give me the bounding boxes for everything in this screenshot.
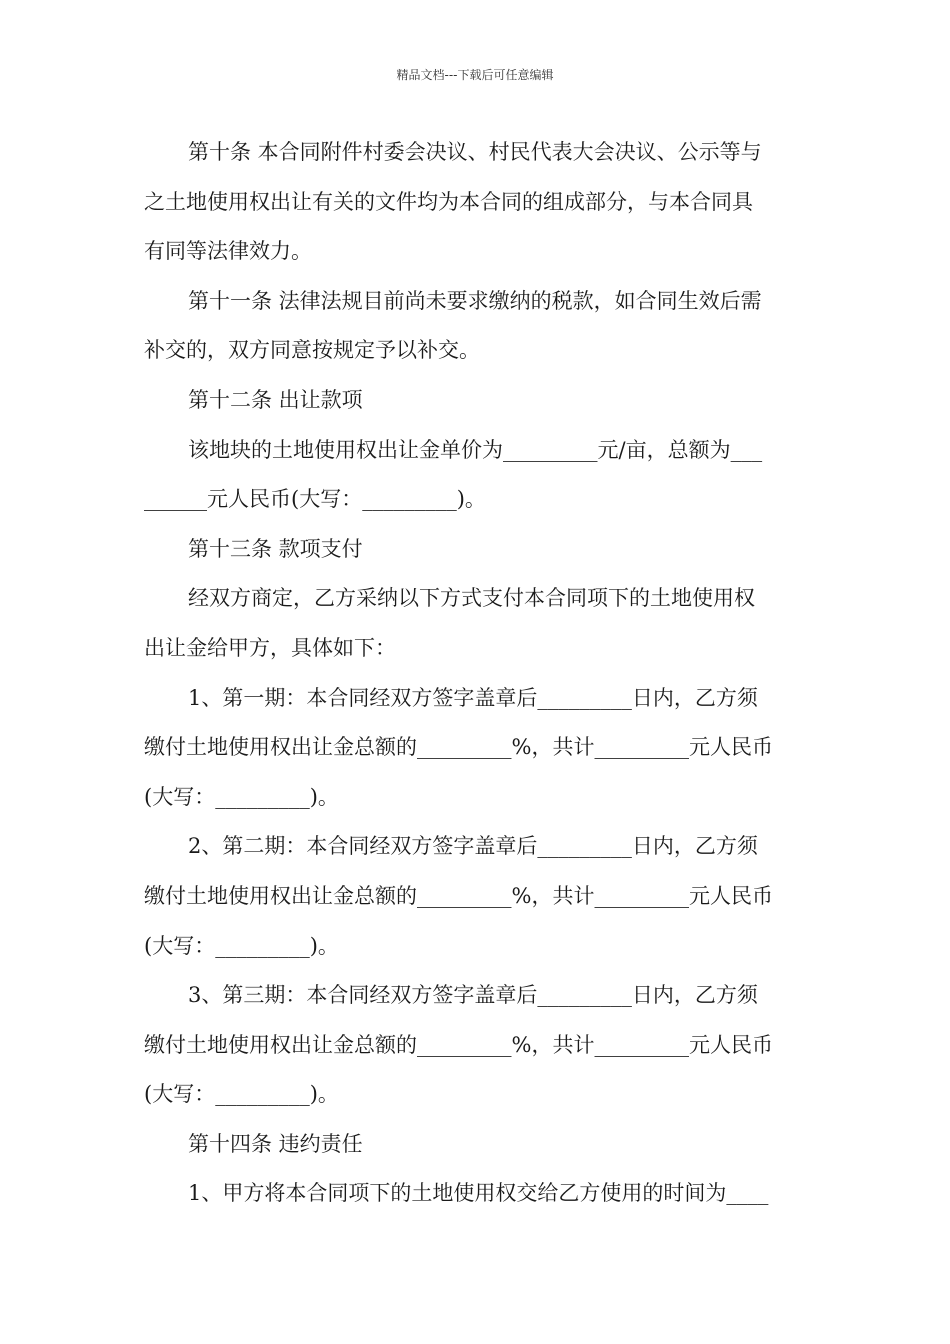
text-line: 出让金给甲方，具体如下：: [144, 635, 396, 660]
text-line: 缴付土地使用权出让金总额的_________%，共计_________元人民币: [144, 735, 773, 760]
text-line: ______元人民币(大写：_________)。: [144, 487, 486, 512]
section-heading: 第十二条 出让款项: [188, 387, 363, 412]
document-body: [144, 128, 808, 1219]
text-line: 经双方商定，乙方采纳以下方式支付本合同项下的土地使用权: [188, 586, 755, 611]
text-line: (大写：_________)。: [144, 1082, 339, 1107]
page-header: 精品文档---下载后可任意编辑: [396, 68, 554, 82]
text-line: 1、第一期：本合同经双方签字盖章后_________日内，乙方须: [188, 685, 758, 710]
text-line: 第十一条 法律法规目前尚未要求缴纳的税款，如合同生效后需: [188, 288, 762, 313]
text-line: 该地块的土地使用权出让金单价为_________元/亩，总额为___: [188, 437, 763, 462]
text-line: 1、甲方将本合同项下的土地使用权交给乙方使用的时间为____: [188, 1181, 769, 1206]
section-heading: 第十三条 款项支付: [188, 536, 363, 561]
text-line: 缴付土地使用权出让金总额的_________%，共计_________元人民币: [144, 883, 773, 908]
text-line: 2、第二期：本合同经双方签字盖章后_________日内，乙方须: [188, 834, 758, 859]
text-line: 补交的，双方同意按规定予以补交。: [144, 338, 480, 363]
section-heading: 第十四条 违约责任: [188, 1131, 363, 1156]
text-line: 之土地使用权出让有关的文件均为本合同的组成部分，与本合同具: [144, 189, 753, 214]
text-line: 有同等法律效力。: [144, 239, 312, 264]
text-line: 第十条 本合同附件村委会决议、村民代表大会决议、公示等与: [188, 140, 762, 164]
text-line: 3、第三期：本合同经双方签字盖章后_________日内，乙方须: [188, 983, 758, 1008]
text-line: (大写：_________)。: [144, 784, 339, 809]
text-line: (大写：_________)。: [144, 933, 339, 958]
text-line: 缴付土地使用权出让金总额的_________%，共计_________元人民币: [144, 1032, 773, 1057]
